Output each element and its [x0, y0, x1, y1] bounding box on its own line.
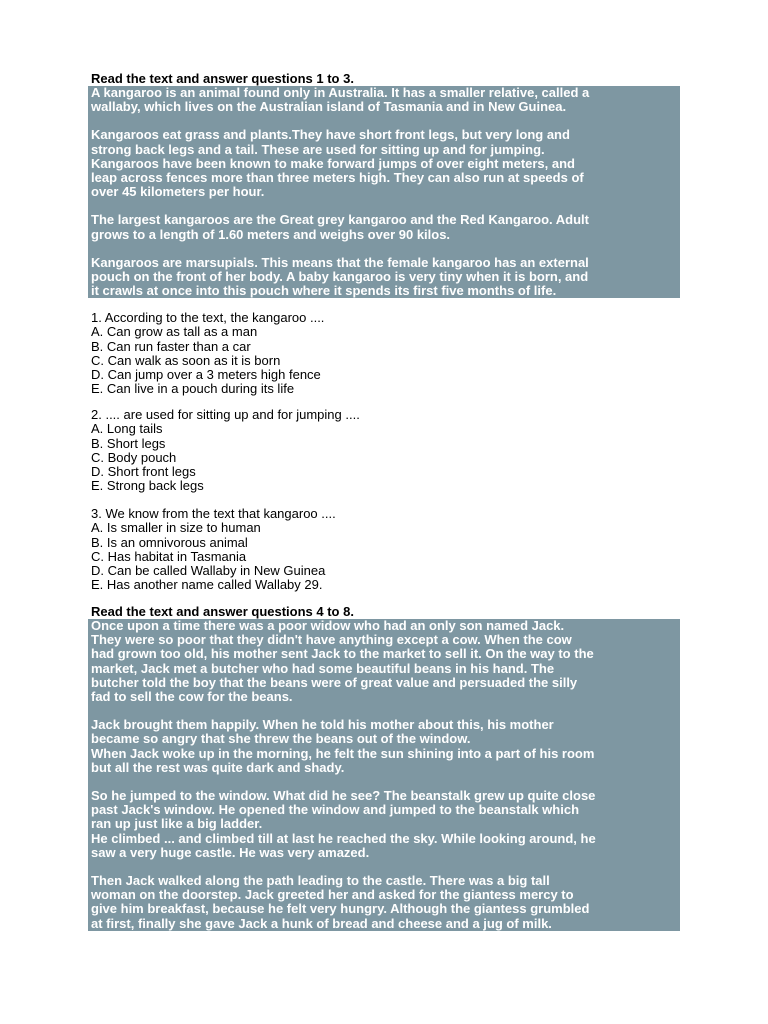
passage-line: give him breakfast, because he felt very hungry. Although the giantess grumbled	[91, 901, 590, 917]
passage-paragraph	[91, 128, 680, 199]
passage-paragraph	[91, 213, 680, 241]
answer-option: D. Short front legs	[91, 464, 196, 480]
answer-option: B. Short legs	[91, 435, 166, 451]
question-stem: 1. According to the text, the kangaroo ....	[91, 310, 325, 325]
kangaroo-passage	[88, 86, 680, 298]
passage-line: Then Jack walked along the path leading to the castle. There was a big tall	[91, 873, 550, 889]
passage-line: but all the rest was quite dark and shady.	[91, 759, 345, 775]
passage-line: A kangaroo is an animal found only in Australia. It has a smaller relative, called a	[91, 85, 590, 100]
question-stem: 2. .... are used for sitting up and for jumping ....	[91, 407, 360, 422]
jack-passage	[88, 619, 680, 931]
passage-paragraph	[91, 874, 680, 931]
passage-line: When Jack woke up in the morning, he felt the sun shining into a part of his room	[91, 745, 595, 761]
question-2	[91, 408, 360, 494]
passage-line: They were so poor that they didn't have anything except a cow. When the cow	[91, 632, 572, 648]
passage-line: fad to sell the cow for the beans.	[91, 689, 293, 705]
passage-line: had grown too old, his mother sent Jack to the market to sell it. On the way to the	[91, 646, 594, 662]
passage-line: He climbed ... and climbed till at last he reached the sky. While looking around, he	[91, 830, 596, 846]
answer-option: A. Is smaller in size to human	[91, 520, 261, 536]
answer-option: E. Strong back legs	[91, 478, 204, 494]
answer-option: B. Is an omnivorous animal	[91, 534, 248, 550]
answer-option: A. Long tails	[91, 421, 163, 437]
passage-line: The largest kangaroos are the Great grey kangaroo and the Red Kangaroo. Adult	[91, 212, 589, 228]
passage-line: strong back legs and a tail. These are used for sitting up and for jumping.	[91, 141, 545, 157]
answer-option: C. Can walk as soon as it is born	[91, 352, 281, 368]
passage-line: Kangaroos eat grass and plants.They have short front legs, but very long and	[91, 127, 570, 143]
passage-line: grows to a length of 1.60 meters and weighs over 90 kilos.	[91, 226, 451, 242]
answer-option: D. Can be called Wallaby in New Guinea	[91, 563, 326, 579]
passage-line: pouch on the front of her body. A baby kangaroo is very tiny when it is born, and	[91, 269, 589, 285]
question-3	[91, 507, 336, 593]
passage-line: Once upon a time there was a poor widow who had an only son named Jack.	[91, 618, 565, 633]
answer-option: A. Can grow as tall as a man	[91, 324, 258, 340]
passage-paragraph	[91, 86, 680, 114]
passage-line: So he jumped to the window. What did he see? The beanstalk grew up quite close	[91, 788, 596, 804]
answer-option: E. Has another name called Wallaby 29.	[91, 577, 323, 593]
passage-line: market, Jack met a butcher who had some beautiful beans in his hand. The	[91, 660, 555, 676]
passage-line: Jack brought them happily. When he told his mother about this, his mother	[91, 717, 554, 733]
passage-line: leap across fences more than three meters high. They can also run at speeds of	[91, 170, 584, 186]
answer-option: D. Can jump over a 3 meters high fence	[91, 367, 321, 383]
passage-line: Kangaroos have been known to make forward jumps of over eight meters, and	[91, 155, 575, 171]
passage-line: at first, finally she gave Jack a hunk of bread and cheese and a jug of milk.	[91, 915, 552, 931]
passage-line: Kangaroos are marsupials. This means that the female kangaroo has an external	[91, 254, 589, 270]
passage-paragraph	[91, 619, 680, 704]
answer-option: C. Body pouch	[91, 449, 177, 465]
passage-line: past Jack's window. He opened the window and jumped to the beanstalk which	[91, 802, 580, 818]
passage-line: butcher told the boy that the beans were of great value and persuaded the silly	[91, 674, 578, 690]
passage-paragraph	[91, 256, 680, 299]
passage-line: became so angry that she threw the beans out of the window.	[91, 731, 471, 747]
passage-line: over 45 kilometers per hour.	[91, 184, 265, 200]
section-2-heading: Read the text and answer questions 4 to 8.	[91, 604, 354, 619]
passage-paragraph	[91, 789, 680, 860]
passage-line: it crawls at once into this pouch where it spends its first five months of life.	[91, 283, 557, 299]
passage-line: woman on the doorstep. Jack greeted her and asked for the giantess mercy to	[91, 887, 574, 903]
passage-line: saw a very huge castle. He was very amazed.	[91, 844, 370, 860]
answer-option: B. Can run faster than a car	[91, 338, 251, 354]
question-1	[91, 311, 324, 397]
question-stem: 3. We know from the text that kangaroo ....	[91, 506, 336, 521]
passage-line: wallaby, which lives on the Australian island of Tasmania and in New Guinea.	[91, 99, 567, 115]
passage-paragraph	[91, 718, 680, 775]
section-1-heading: Read the text and answer questions 1 to 3.	[91, 71, 354, 86]
passage-line: ran up just like a big ladder.	[91, 816, 263, 832]
answer-option: C. Has habitat in Tasmania	[91, 548, 247, 564]
answer-option: E. Can live in a pouch during its life	[91, 381, 295, 397]
